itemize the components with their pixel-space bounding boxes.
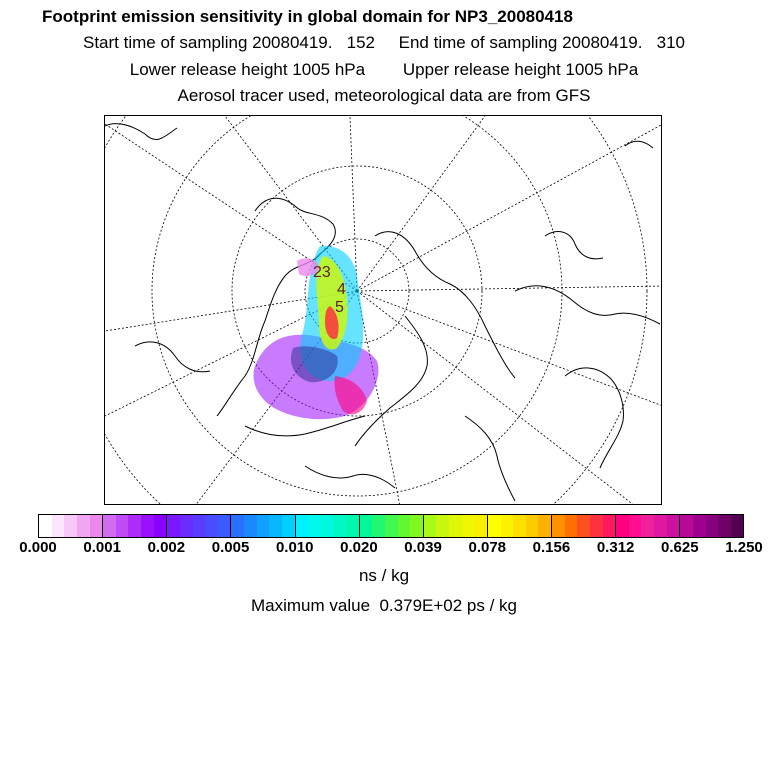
colorbar-swatch — [718, 515, 731, 537]
colorbar-swatch — [731, 515, 744, 537]
colorbar-tick-label: 0.001 — [83, 539, 121, 556]
colorbar-swatch — [321, 515, 334, 537]
coastline — [545, 232, 603, 259]
colorbar-swatch — [39, 515, 52, 537]
colorbar-swatch — [487, 515, 501, 537]
colorbar-swatch — [641, 515, 654, 537]
release-height-line: Lower release height 1005 hPa Upper release height 1005 hPa — [129, 60, 639, 79]
colorbar-tick-label: 0.020 — [340, 539, 378, 556]
colorbar-swatch — [526, 515, 539, 537]
colorbar — [38, 514, 744, 538]
colorbar-swatch — [372, 515, 385, 537]
colorbar-swatch — [116, 515, 129, 537]
colorbar-tick-label: 0.156 — [532, 539, 571, 556]
colorbar-swatch — [244, 515, 257, 537]
colorbar-swatch — [141, 515, 154, 537]
colorbar-swatch — [64, 515, 77, 537]
colorbar-tick-label: 0.312 — [596, 539, 635, 556]
latitude-circle-50 — [105, 116, 647, 505]
colorbar-tick-label: 1.250 — [725, 539, 763, 556]
colorbar-swatch — [538, 515, 551, 537]
colorbar-swatch — [180, 515, 193, 537]
meridian-line — [357, 124, 662, 291]
colorbar-swatch — [102, 515, 116, 537]
colorbar-swatch — [551, 515, 565, 537]
colorbar-swatch — [90, 515, 103, 537]
plot-title: Footprint emission sensitivity in global domain for NP3_20080418 — [42, 7, 573, 26]
colorbar-swatch — [501, 515, 514, 537]
plume-label: 4 — [337, 281, 346, 298]
colorbar-swatch — [693, 515, 706, 537]
colorbar-units: ns / kg — [358, 566, 410, 585]
colorbar-tick-label: 0.000 — [19, 539, 57, 556]
plume-label: 5 — [335, 299, 344, 316]
colorbar-swatch — [565, 515, 578, 537]
colorbar-tick-label: 0.010 — [275, 539, 314, 556]
colorbar-swatch — [513, 515, 526, 537]
meridian-line — [357, 116, 485, 291]
meridian-lines — [105, 116, 662, 505]
colorbar-swatch — [410, 515, 423, 537]
meridian-line — [357, 291, 662, 406]
colorbar-swatch — [359, 515, 373, 537]
latitude-circles — [105, 116, 647, 505]
colorbar-swatch — [474, 515, 487, 537]
colorbar-swatch — [230, 515, 244, 537]
colorbar-swatch — [449, 515, 462, 537]
colorbar-swatch — [398, 515, 411, 537]
colorbar-tick-label: 0.005 — [211, 539, 250, 556]
colorbar-swatch — [654, 515, 667, 537]
colorbar-swatch — [706, 515, 719, 537]
colorbar-swatch — [590, 515, 603, 537]
colorbar-swatch — [346, 515, 359, 537]
colorbar-tick-label: 0.039 — [404, 539, 442, 556]
coastline — [625, 141, 653, 148]
coastline — [515, 286, 660, 324]
coastline — [245, 416, 365, 436]
footprint-map — [104, 115, 662, 505]
colorbar-tick-label: 0.002 — [147, 539, 186, 556]
colorbar-swatch — [218, 515, 231, 537]
colorbar-swatch — [269, 515, 282, 537]
coastline — [135, 342, 210, 372]
coastlines — [105, 124, 660, 501]
colorbar-swatch — [205, 515, 218, 537]
coastline — [375, 232, 515, 378]
map-canvas — [105, 116, 662, 505]
colorbar-swatch — [679, 515, 693, 537]
colorbar-swatch — [385, 515, 398, 537]
colorbar-tick-label: 0.625 — [661, 539, 699, 556]
maximum-value-label: Maximum value 0.379E+02 ps / kg — [251, 596, 517, 615]
plume-label: 23 — [313, 264, 331, 281]
meridian-line — [357, 286, 662, 291]
colorbar-swatch — [423, 515, 437, 537]
colorbar-swatch — [154, 515, 167, 537]
colorbar-tick-label: 0.078 — [468, 539, 507, 556]
colorbar-swatch — [462, 515, 475, 537]
colorbar-tick-labels — [0, 539, 768, 559]
colorbar-swatch — [193, 515, 206, 537]
coastline — [565, 368, 623, 468]
colorbar-swatch — [257, 515, 270, 537]
colorbar-swatch — [77, 515, 90, 537]
tracer-info-line: Aerosol tracer used, meteorological data are from GFS — [177, 86, 591, 105]
coastline — [465, 416, 515, 501]
colorbar-swatch — [128, 515, 141, 537]
colorbar-swatch — [52, 515, 65, 537]
colorbar-swatch — [629, 515, 642, 537]
coastline — [305, 466, 395, 488]
colorbar-swatch — [333, 515, 346, 537]
colorbar-swatch — [308, 515, 321, 537]
colorbar-swatch — [295, 515, 309, 537]
sampling-time-line: Start time of sampling 20080419. 152 End time of sampling 20080419. 310 — [83, 33, 685, 52]
colorbar-swatch — [282, 515, 295, 537]
colorbar-swatch — [436, 515, 449, 537]
colorbar-swatch — [577, 515, 590, 537]
colorbar-swatch — [667, 515, 680, 537]
colorbar-swatch — [166, 515, 180, 537]
colorbar-swatch — [603, 515, 616, 537]
meridian-line — [357, 291, 635, 505]
colorbar-swatch — [615, 515, 629, 537]
